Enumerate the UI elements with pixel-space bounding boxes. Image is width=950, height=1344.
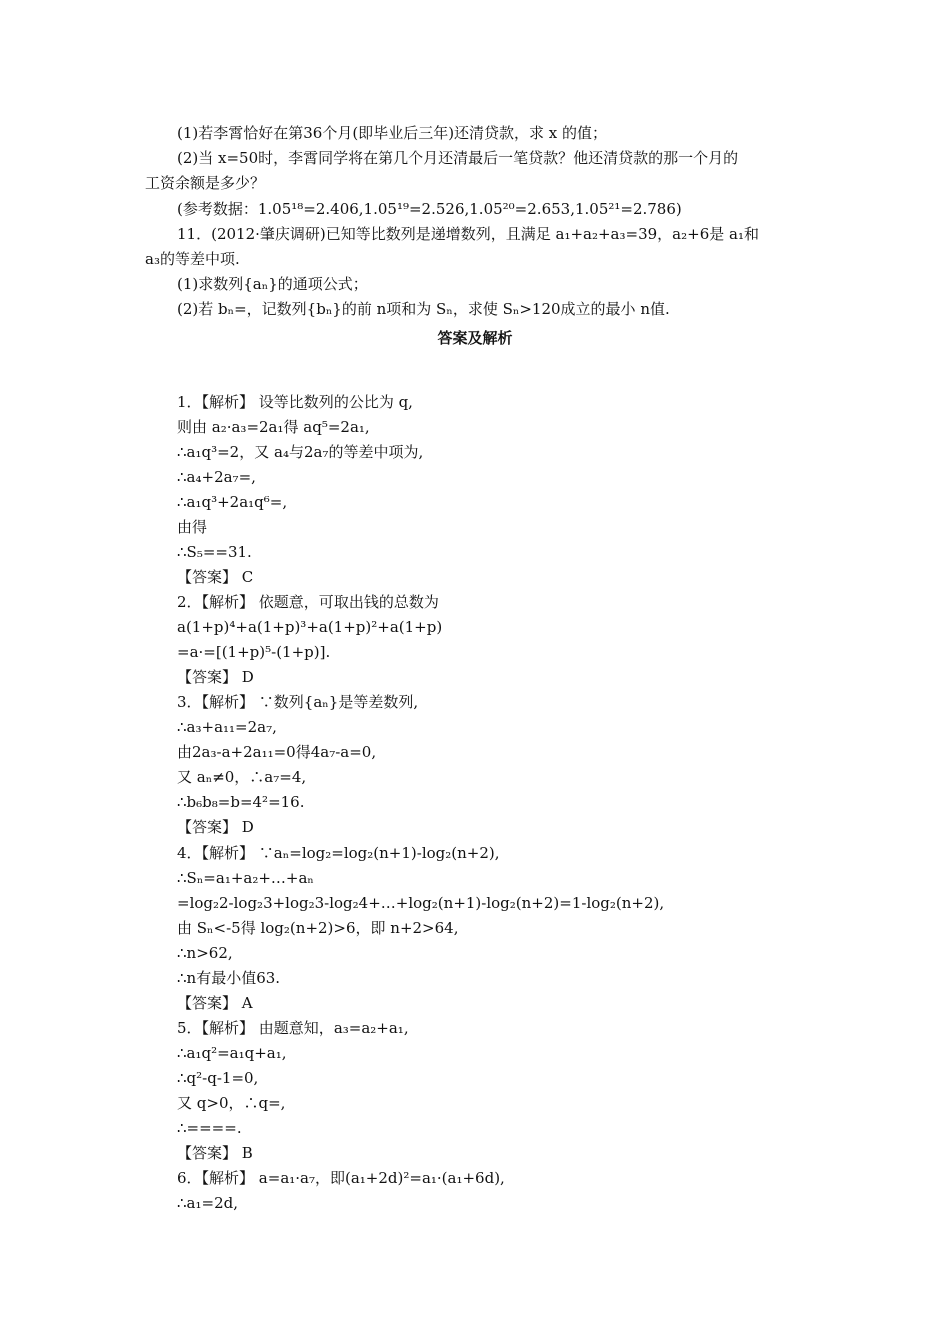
answer-line: ∴b₆b₈=b=4²=16. [177,793,305,811]
answer-line: 4．【解析】 ∵aₙ=log₂=log₂(n+1)-log₂(n+2), [177,844,500,862]
answer-line: ∴Sₙ=a₁+a₂+…+aₙ [177,869,314,887]
answer-label: 【答案】 C [177,568,254,586]
answer-line: ∴a₃+a₁₁=2a₇, [177,718,277,736]
answer-label: 【答案】 B [177,1144,253,1162]
answer-line: ∴n有最小值63. [177,969,281,987]
answer-line: ∴a₁q²=a₁q+a₁, [177,1044,287,1062]
answer-label: 【答案】 D [177,668,254,686]
answer-line: 6．【解析】 a=a₁·a₇，即(a₁+2d)²=a₁·(a₁+6d), [177,1169,505,1187]
question-10-part-1: (1)若李霄恰好在第36个月(即毕业后三年)还清贷款，求 x 的值； [177,124,608,142]
question-11-stem: 11．(2012·肇庆调研)已知等比数列是递增数列，且满足 a₁+a₂+a₃=39，a₂+6是 a₁和 [177,225,759,243]
answer-label: 【答案】 A [177,994,253,1012]
answer-line: 由得 [177,518,208,536]
reference-data: (参考数据：1.05¹⁸=2.406,1.05¹⁹=2.526,1.05²⁰=2.653,1.05²¹=2.786) [177,200,682,218]
question-11-part-1: (1)求数列{aₙ}的通项公式； [177,275,368,293]
answer-line: ∴a₄+2a₇=, [177,468,256,486]
answer-line: 2．【解析】 依题意，可取出钱的总数为 [177,593,439,611]
answer-line: 又 q>0，∴q=, [177,1094,286,1112]
answer-heading: 答案及解析 [437,329,513,347]
question-10-part-2-cont: 工资余额是多少？ [145,174,266,192]
answer-line: 由2a₃-a+2a₁₁=0得4a₇-a=0, [177,743,377,761]
question-11-stem-cont: a₃的等差中项. [145,250,240,268]
answer-line: ∴a₁q³+2a₁q⁶=, [177,493,288,511]
answer-line: 由 Sₙ<-5得 log₂(n+2)>6，即 n+2>64, [177,919,459,937]
answer-line: ∴S₅==31. [177,543,252,561]
answer-line: =a·=[(1+p)⁵-(1+p)]. [177,643,331,661]
answer-line: 则由 a₂·a₃=2a₁得 aq⁵=2a₁, [177,418,370,436]
answer-line: 5．【解析】 由题意知，a₃=a₂+a₁, [177,1019,409,1037]
answer-line: 又 aₙ≠0，∴a₇=4, [177,768,307,786]
answer-label: 【答案】 D [177,818,254,836]
answer-line: ∴====. [177,1119,242,1137]
answer-line: ∴a₁=2d, [177,1194,238,1212]
question-11-part-2: (2)若 bₙ=，记数列{bₙ}的前 n项和为 Sₙ，求使 Sₙ>120成立的最小 n值. [177,300,670,318]
answer-line: ∴q²-q-1=0, [177,1069,259,1087]
answer-line: 1．【解析】 设等比数列的公比为 q, [177,393,413,411]
answer-line: ∴a₁q³=2，又 a₄与2a₇的等差中项为, [177,443,424,461]
answer-line: a(1+p)⁴+a(1+p)³+a(1+p)²+a(1+p) [177,618,443,636]
answer-line: ∴n>62, [177,944,233,962]
question-10-part-2: (2)当 x=50时，李霄同学将在第几个月还清最后一笔贷款？他还清贷款的那一个月的 [177,149,739,167]
answer-line: 3．【解析】 ∵数列{aₙ}是等差数列, [177,693,419,711]
answer-line: =log₂2-log₂3+log₂3-log₂4+…+log₂(n+1)-log₂(n+2)=1-log₂(n+2), [177,894,665,912]
